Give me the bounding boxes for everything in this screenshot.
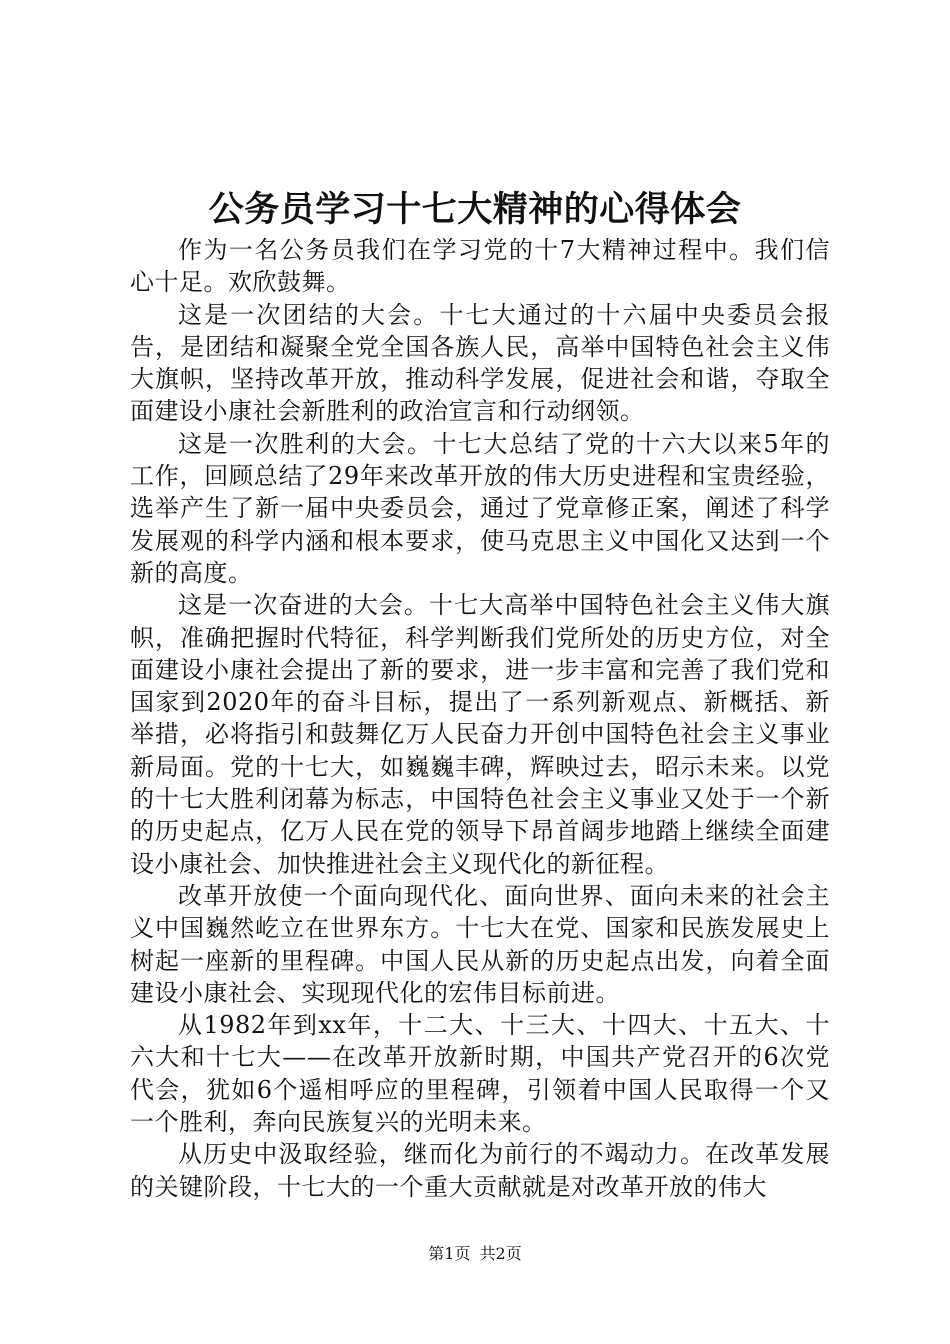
paragraph-3: 这是一次胜利的大会。十七大总结了党的十六大以来5年的工作，回顾总结了29年来改革开放的伟大历史进程和宝贵经验，选举产生了新一届中央委员会，通过了党章修正案，阐述了科学发展观的科学内涵和根本要求，使马克思主义中国化又达到一个新的高度。 [130, 429, 830, 587]
paragraph-5: 改革开放使一个面向现代化、面向世界、面向未来的社会主义中国巍然屹立在世界东方。十七大在党、国家和民族发展史上树起一座新的里程碑。中国人民从新的历史起点出发，向着全面建设小康社会、实现现代化的宏伟目标前进。 [130, 881, 830, 1007]
page-footer [0, 1243, 950, 1265]
paragraph-7: 从历史中汲取经验，继而化为前行的不竭动力。在改革发展的关键阶段，十七大的一个重大贡献就是对改革开放的伟大 [130, 1140, 830, 1201]
paragraph-4: 这是一次奋进的大会。十七大高举中国特色社会主义伟大旗帜，准确把握时代特征，科学判断我们党所处的历史方位，对全面建设小康社会提出了新的要求，进一步丰富和完善了我们党和国家到2020年的奋斗目标，提出了一系列新观点、新概括、新举措，必将指引和鼓舞亿万人民奋力开创中国特色社会主义事业新局面。党的十七大，如巍巍丰碑，辉映过去，昭示未来。以党的十七大胜利闭幕为标志，中国特色社会主义事业又处于一个新的历史起点，亿万人民在党的领导下昂首阔步地踏上继续全面建设小康社会、加快推进社会主义现代化的新征程。 [130, 591, 830, 878]
paragraph-6: 从1982年到xx年，十二大、十三大、十四大、十五大、十六大和十七大——在改革开放新时期，中国共产党召开的6次党代会，犹如6个遥相呼应的里程碑，引领着中国人民取得一个又一个胜利，奔向民族复兴的光明未来。 [130, 1011, 830, 1137]
paragraph-1: 作为一名公务员我们在学习党的十7大精神过程中。我们信心十足。欢欣鼓舞。 [130, 236, 830, 297]
paragraph-2: 这是一次团结的大会。十七大通过的十六届中央委员会报告，是团结和凝聚全党全国各族人民，高举中国特色社会主义伟大旗帜，坚持改革开放，推动科学发展，促进社会和谐，夺取全面建设小康社会新胜利的政治宣言和行动纲领。 [130, 300, 830, 426]
page-number-total: 共2页 [479, 1244, 522, 1263]
page-number-current: 第1页 [428, 1244, 471, 1263]
document-title: 公务员学习十七大精神的心得体会 [208, 189, 742, 230]
document-body [130, 234, 830, 1203]
